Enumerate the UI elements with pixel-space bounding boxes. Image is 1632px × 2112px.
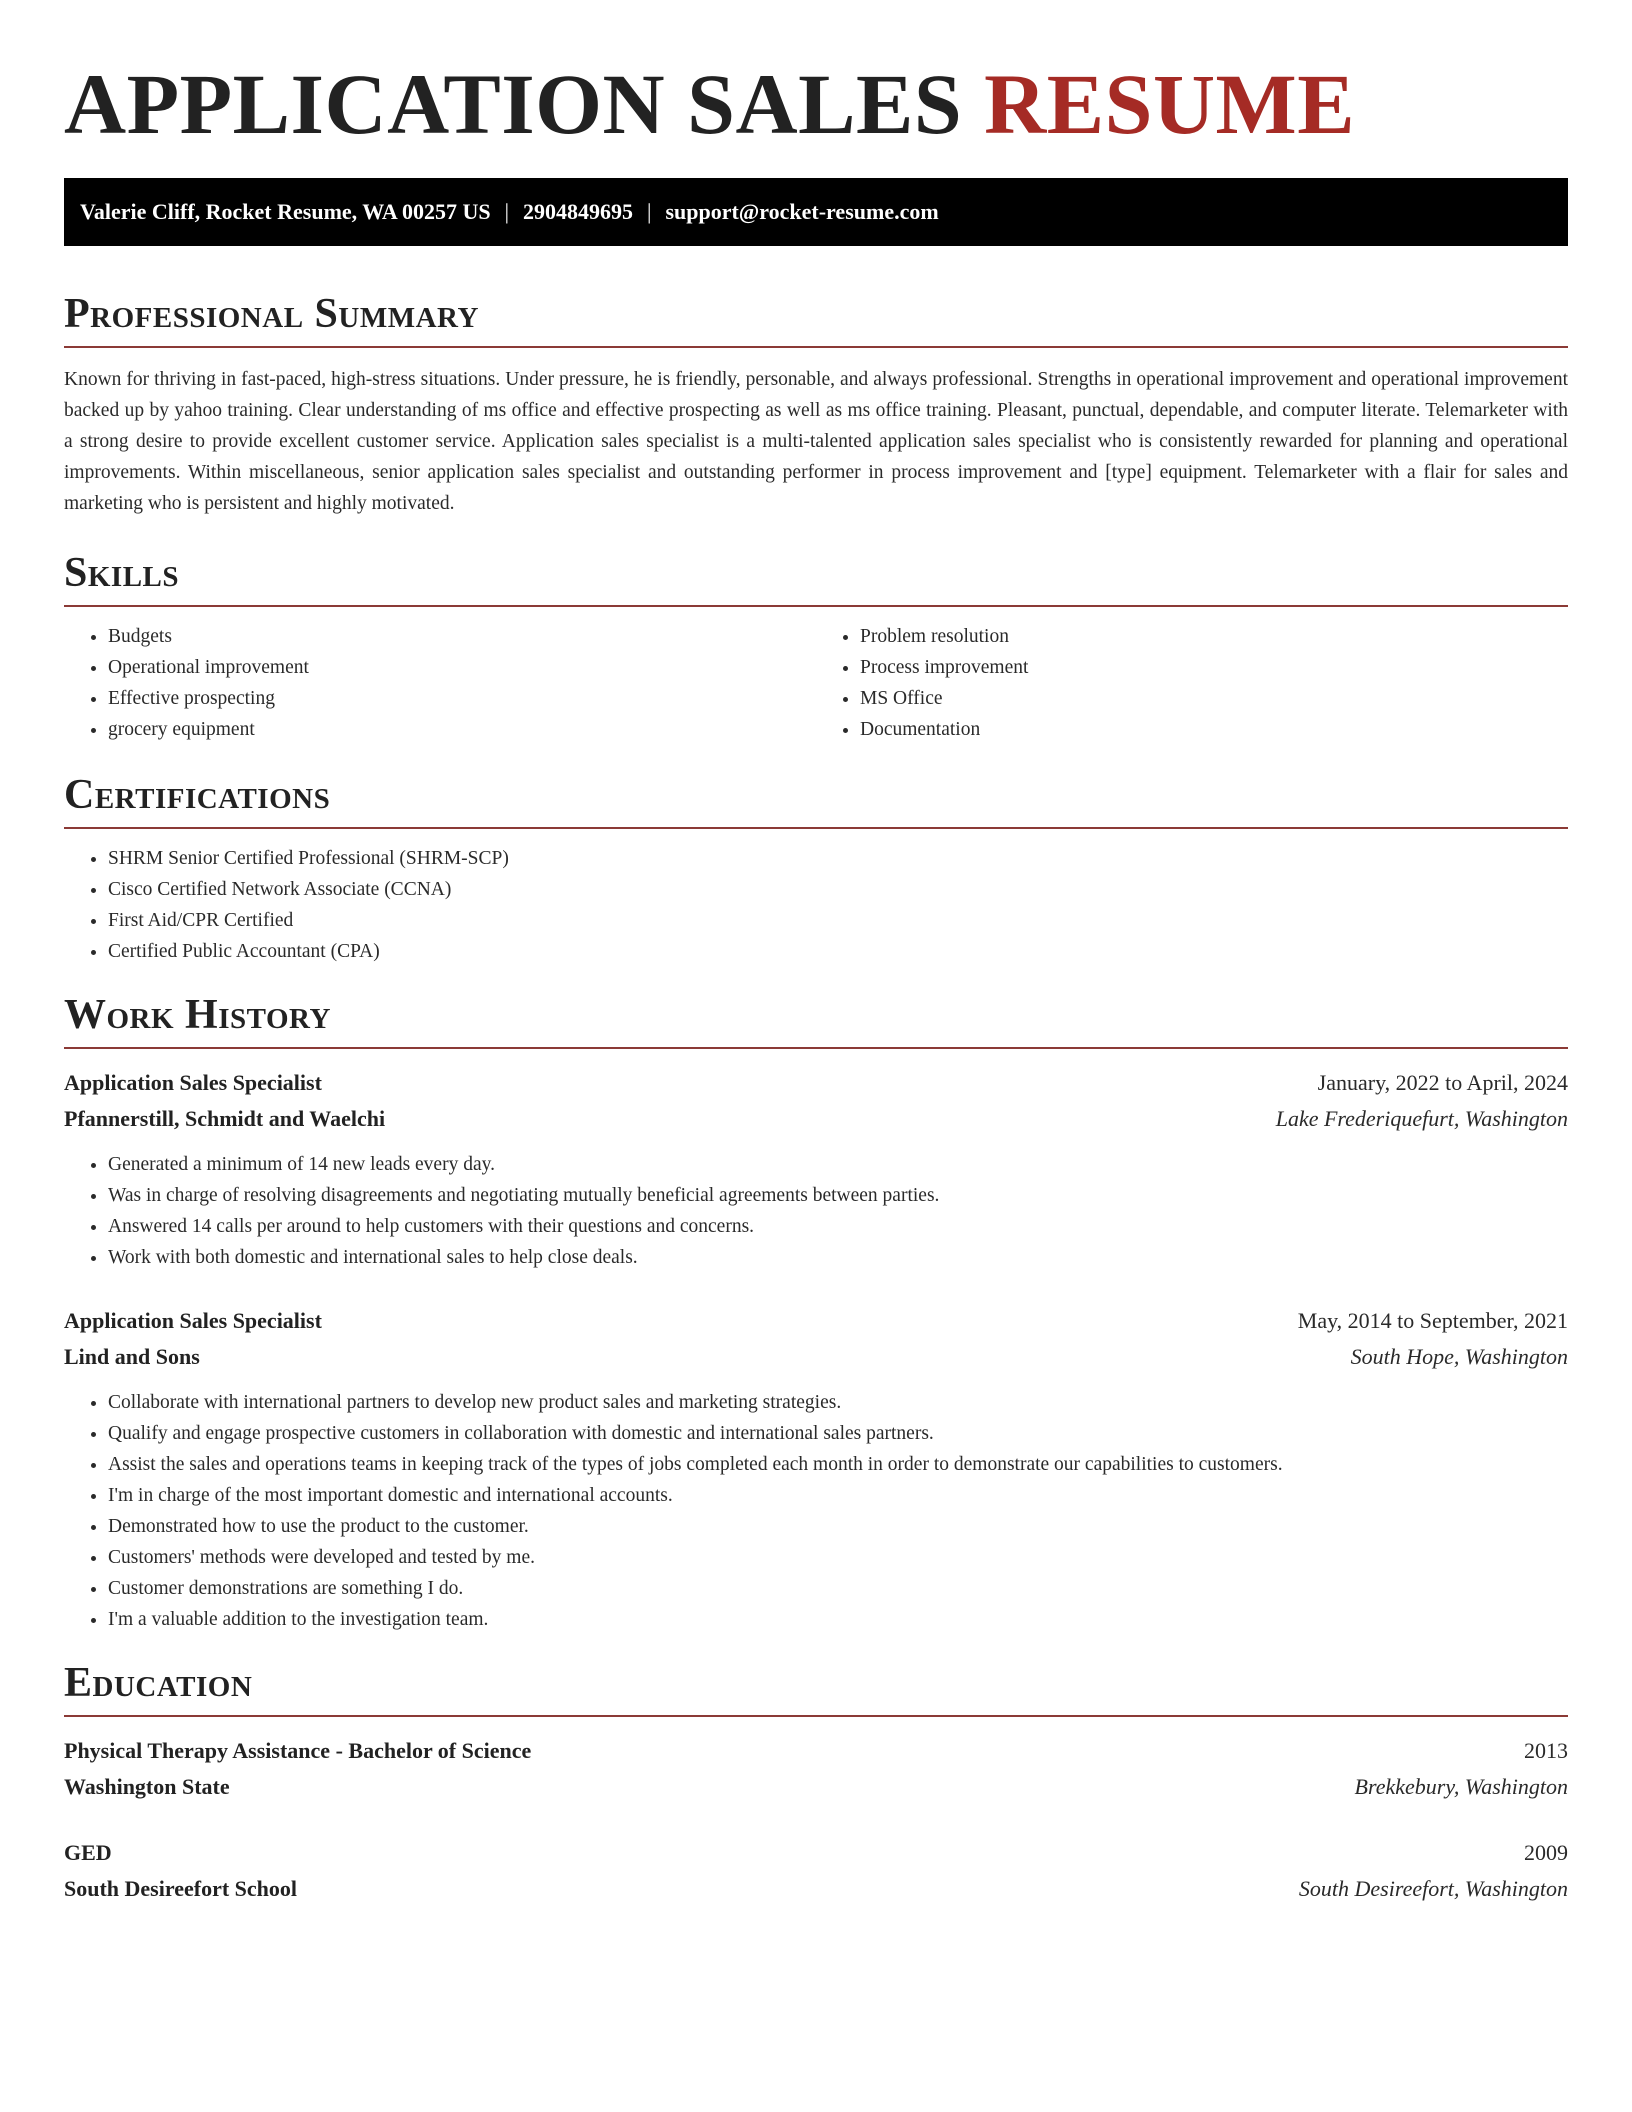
title-accent: RESUME [984, 56, 1356, 152]
contact-phone: 2904849695 [523, 199, 634, 224]
job-entry [64, 1303, 1568, 1635]
job-duty-item: • Qualify and engage prospective customers in collaboration with domestic and international sales partners. [108, 1418, 1568, 1449]
job-dates: January, 2022 to April, 2024 [1317, 1070, 1568, 1095]
certification-item: • Cisco Certified Network Associate (CCNA) [108, 874, 1568, 905]
skill-item: • Documentation [860, 714, 1568, 745]
skill-item: • Effective prospecting [108, 683, 816, 714]
skill-item: • Process improvement [860, 652, 1568, 683]
education-header-row [64, 1835, 1568, 1871]
education-entry [64, 1835, 1568, 1907]
job-duties-list [64, 1387, 1568, 1635]
skills-section [64, 549, 1568, 745]
contact-separator: | [647, 199, 652, 224]
job-title: Application Sales Specialist [64, 1070, 322, 1095]
skill-item: • Operational improvement [108, 652, 816, 683]
job-header-row [64, 1303, 1568, 1339]
certifications-list [64, 843, 1568, 967]
education-header-row [64, 1733, 1568, 1769]
education-location: Brekkebury, Washington [1354, 1774, 1568, 1799]
education-section [64, 1659, 1568, 1907]
education-school-row [64, 1871, 1568, 1907]
skills-grid [64, 621, 1568, 745]
job-duty-item: • Collaborate with international partners to develop new product sales and marketing strategies. [108, 1387, 1568, 1418]
certifications-section [64, 771, 1568, 967]
job-duty-item: • Customers' methods were developed and tested by me. [108, 1542, 1568, 1573]
job-company: Lind and Sons [64, 1344, 200, 1369]
job-entry [64, 1065, 1568, 1273]
education-location: South Desireefort, Washington [1298, 1876, 1568, 1901]
certification-item: • Certified Public Accountant (CPA) [108, 936, 1568, 967]
work-history-section [64, 991, 1568, 1635]
education-degree: Physical Therapy Assistance - Bachelor of Science [64, 1738, 532, 1763]
contact-bar [64, 178, 1568, 246]
section-heading-work-history: Work History [64, 991, 1568, 1049]
job-duty-item: • Generated a minimum of 14 new leads every day. [108, 1149, 1568, 1180]
job-company: Pfannerstill, Schmidt and Waelchi [64, 1106, 386, 1131]
summary-section [64, 290, 1568, 519]
skill-item: • MS Office [860, 683, 1568, 714]
skills-list-left [64, 621, 816, 745]
skill-item: • grocery equipment [108, 714, 816, 745]
education-school: South Desireefort School [64, 1876, 298, 1901]
job-duty-item: • Assist the sales and operations teams in keeping track of the types of jobs completed each month in order to demonstrate our capabilities to customers. [108, 1449, 1568, 1480]
education-school-row [64, 1769, 1568, 1805]
job-header-row [64, 1065, 1568, 1101]
job-company-row [64, 1339, 1568, 1375]
job-location: Lake Frederiquefurt, Washington [1275, 1106, 1568, 1131]
section-heading-education: Education [64, 1659, 1568, 1717]
skill-item: • Problem resolution [860, 621, 1568, 652]
job-location: South Hope, Washington [1350, 1344, 1568, 1369]
contact-separator: | [504, 199, 510, 224]
job-dates: May, 2014 to September, 2021 [1297, 1308, 1568, 1333]
skills-list-right [816, 621, 1568, 745]
education-school: Washington State [64, 1774, 230, 1799]
section-heading-certifications: Certifications [64, 771, 1568, 829]
job-duty-item: • I'm in charge of the most important domestic and international accounts. [108, 1480, 1568, 1511]
job-duty-item: • Was in charge of resolving disagreements and negotiating mutually beneficial agreements between parties. [108, 1180, 1568, 1211]
job-duties-list [64, 1149, 1568, 1273]
contact-address: Valerie Cliff, Rocket Resume, WA 00257 US [80, 199, 491, 224]
job-duty-item: • Answered 14 calls per around to help customers with their questions and concerns. [108, 1211, 1568, 1242]
job-duty-item: • I'm a valuable addition to the investigation team. [108, 1604, 1568, 1635]
contact-email: support@rocket-resume.com [665, 199, 939, 224]
certification-item: • First Aid/CPR Certified [108, 905, 1568, 936]
section-heading-skills: Skills [64, 549, 1568, 607]
summary-text: Known for thriving in fast-paced, high-stress situations. Under pressure, he is friendly, personable, and always professional. Strengths in operational improvement and operational improvement backed up by yahoo training. Clear understanding of ms office and effective prospecting as well as ms office training. Pleasant, punctual, dependable, and computer literate. Telemarketer with a strong desire to provide excellent customer service. Application sales specialist is a multi-talented application sales specialist who is consistently rewarded for planning and operational improvements. Within miscellaneous, senior application sales specialist and outstanding performer in process improvement and [type] equipment. Telemarketer with a flair for sales and marketing who is persistent and highly motivated. [64, 369, 1568, 514]
skill-item: • Budgets [108, 621, 816, 652]
section-heading-summary: Professional Summary [64, 290, 1568, 348]
job-duty-item: • Work with both domestic and international sales to help close deals. [108, 1242, 1568, 1273]
document-title [64, 58, 1568, 150]
education-year: 2009 [1524, 1840, 1568, 1865]
job-duty-item: • Demonstrated how to use the product to the customer. [108, 1511, 1568, 1542]
job-duty-item: • Customer demonstrations are something I do. [108, 1573, 1568, 1604]
title-main: APPLICATION SALES [64, 56, 963, 152]
job-title: Application Sales Specialist [64, 1308, 322, 1333]
education-entry [64, 1733, 1568, 1805]
certification-item: • SHRM Senior Certified Professional (SHRM-SCP) [108, 843, 1568, 874]
job-company-row [64, 1101, 1568, 1137]
education-year: 2013 [1524, 1738, 1568, 1763]
education-degree: GED [64, 1840, 112, 1865]
